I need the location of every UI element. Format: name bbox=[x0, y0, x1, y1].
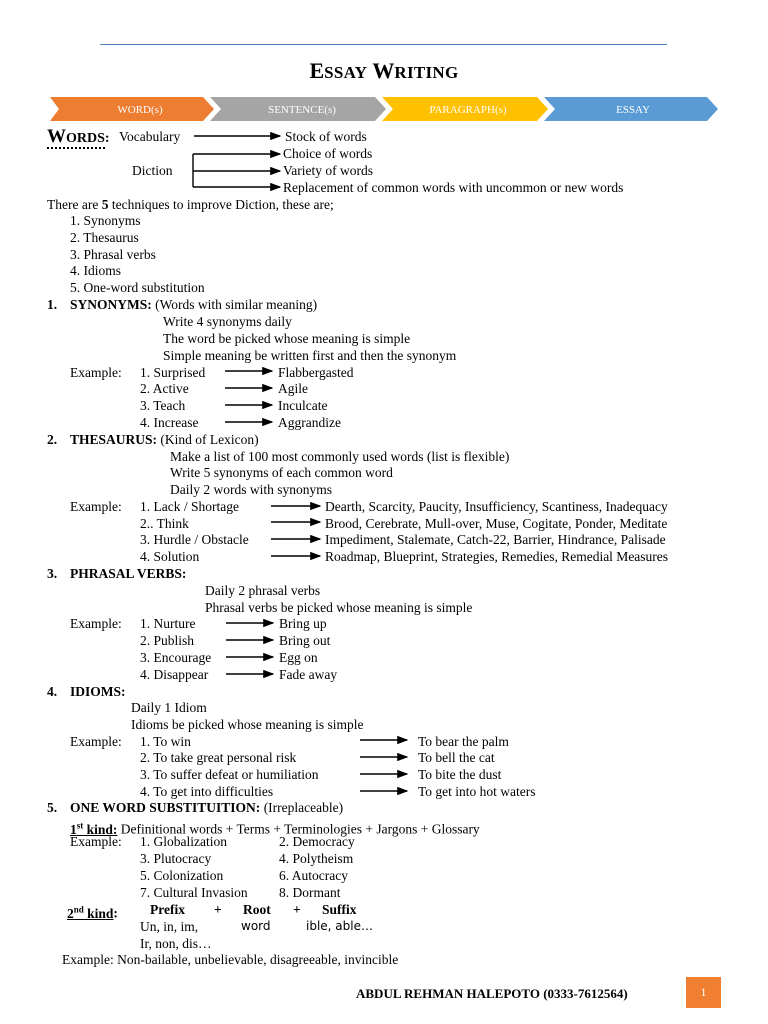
ows-heading: ONE WORD SUBSTITUITION: (Irreplaceable) bbox=[70, 800, 344, 815]
example-word: 2. Publish bbox=[140, 633, 195, 648]
rule-line: The word be picked whose meaning is simple bbox=[163, 331, 411, 346]
vocabulary-label: Vocabulary bbox=[119, 129, 181, 144]
example-word: 3. Encourage bbox=[140, 650, 212, 665]
root-example: word bbox=[241, 919, 271, 933]
rule-line: Idioms be picked whose meaning is simple bbox=[131, 717, 364, 732]
synonym-list: Roadmap, Blueprint, Strategies, Remedies, Remedial Measures bbox=[325, 549, 669, 564]
section-number: 5. bbox=[47, 800, 58, 815]
ows-word: 3. Plutocracy bbox=[140, 851, 212, 866]
prefix-examples: Ir, non, dis… bbox=[140, 936, 212, 951]
rule-line: Daily 1 Idiom bbox=[131, 700, 207, 715]
phrasal-verb: Bring out bbox=[279, 633, 331, 648]
section-number: 1. bbox=[47, 297, 58, 312]
step-label: PARAGRAPH(s) bbox=[429, 104, 507, 116]
ows-word: 1. Globalization bbox=[140, 834, 227, 849]
example-word: 4. Solution bbox=[140, 549, 200, 564]
synonyms-heading: SYNONYMS: (Words with similar meaning) bbox=[70, 297, 318, 312]
example-label: Example: bbox=[70, 734, 122, 749]
example-word: 2. Active bbox=[140, 381, 189, 396]
section-number: 4. bbox=[47, 684, 58, 699]
suffix-label: Suffix bbox=[322, 902, 357, 917]
rule-line: Phrasal verbs be picked whose meaning is simple bbox=[205, 600, 473, 615]
synonym-word: Agile bbox=[278, 381, 308, 396]
synonym-word: Inculcate bbox=[278, 398, 328, 413]
idiom: To bell the cat bbox=[418, 750, 495, 765]
example-word: 4. To get into difficulties bbox=[140, 784, 274, 799]
ows-word: 6. Autocracy bbox=[279, 868, 348, 883]
prefix-label: Prefix bbox=[150, 902, 185, 917]
ows-word: 4. Polytheism bbox=[279, 851, 354, 866]
example-word: 3. To suffer defeat or humiliation bbox=[140, 767, 319, 782]
synonym-word: Flabbergasted bbox=[278, 365, 354, 380]
idiom: To bite the dust bbox=[418, 767, 502, 782]
technique-item: 1. Synonyms bbox=[70, 213, 141, 228]
page-title: ESSAY WRITING bbox=[309, 58, 459, 83]
second-kind-label: 2nd kind: bbox=[67, 904, 118, 921]
phrasal-verb: Fade away bbox=[279, 667, 338, 682]
step-label: ESSAY bbox=[616, 104, 650, 116]
diction-label: Diction bbox=[132, 163, 173, 178]
example-label: Example: bbox=[70, 616, 122, 631]
header-rule bbox=[100, 44, 667, 45]
phrasal-heading: PHRASAL VERBS: bbox=[70, 566, 187, 581]
page-number: 1 bbox=[686, 977, 721, 1008]
step-label: WORD(s) bbox=[117, 104, 163, 116]
intro-text: There are 5 techniques to improve Diction, these are; bbox=[47, 197, 334, 212]
example-word: 3. Teach bbox=[140, 398, 186, 413]
rule-line: Make a list of 100 most commonly used words (list is flexible) bbox=[170, 449, 510, 464]
rule-line: Write 4 synonyms daily bbox=[163, 314, 292, 329]
synonym-list: Dearth, Scarcity, Paucity, Insufficiency, Scantiness, Inadequacy bbox=[325, 499, 668, 514]
example-word: 1. Lack / Shortage bbox=[140, 499, 239, 514]
example-word: 3. Hurdle / Obstacle bbox=[140, 532, 249, 547]
idiom: To bear the palm bbox=[418, 734, 509, 749]
stock-of-words: Stock of words bbox=[285, 129, 367, 144]
rule-line: Simple meaning be written first and then the synonym bbox=[163, 348, 457, 363]
synonym-list: Brood, Cerebrate, Mull-over, Muse, Cogitate, Ponder, Meditate bbox=[325, 516, 668, 531]
footer-author: ABDUL REHMAN HALEPOTO (0333-7612564) bbox=[356, 986, 628, 1001]
section-number: 2. bbox=[47, 432, 58, 447]
prefix-examples: Un, in, im, bbox=[140, 919, 199, 934]
example-label: Example: bbox=[70, 499, 122, 514]
chevron-bar bbox=[50, 97, 718, 126]
idiom: To get into hot waters bbox=[418, 784, 536, 799]
section-number: 3. bbox=[47, 566, 58, 581]
ows-word: 7. Cultural Invasion bbox=[140, 885, 248, 900]
example-word: 1. To win bbox=[140, 734, 191, 749]
synonym-word: Aggrandize bbox=[278, 415, 341, 430]
words-heading: WORDS: bbox=[47, 126, 110, 147]
plus-sign: + bbox=[214, 902, 222, 917]
technique-item: 5. One-word substitution bbox=[70, 280, 205, 295]
thesaurus-heading: THESAURUS: (Kind of Lexicon) bbox=[70, 432, 259, 447]
example-word: 4. Increase bbox=[140, 415, 199, 430]
phrasal-verb: Egg on bbox=[279, 650, 318, 665]
synonym-list: Impediment, Stalemate, Catch-22, Barrier, Hindrance, Palisade bbox=[325, 532, 666, 547]
example-word: 1. Nurture bbox=[140, 616, 196, 631]
first-kind-line: 1st kind: Definitional words + Terms + Terminologies + Jargons + Glossary bbox=[70, 820, 480, 837]
idioms-heading: IDIOMS: bbox=[70, 684, 126, 699]
technique-item: 2. Thesaurus bbox=[70, 230, 139, 245]
example-word: 1. Surprised bbox=[140, 365, 206, 380]
suffix-examples: ible, able… bbox=[306, 919, 373, 933]
rule-line: Write 5 synonyms of each common word bbox=[170, 465, 393, 480]
example-word: 2. To take great personal risk bbox=[140, 750, 297, 765]
choice-of-words: Choice of words bbox=[283, 146, 373, 161]
technique-item: 4. Idioms bbox=[70, 263, 122, 278]
replacement-text: Replacement of common words with uncommon or new words bbox=[283, 180, 624, 195]
example-label: Example: bbox=[70, 834, 122, 849]
example-word: 4. Disappear bbox=[140, 667, 209, 682]
example-label: Example: bbox=[70, 365, 122, 380]
rule-line: Daily 2 phrasal verbs bbox=[205, 583, 321, 598]
final-example: Example: Non-bailable, unbelievable, disagreeable, invincible bbox=[62, 952, 399, 967]
ows-word: 5. Colonization bbox=[140, 868, 224, 883]
step-label: SENTENCE(s) bbox=[268, 104, 336, 116]
example-word: 2.. Think bbox=[140, 516, 189, 531]
plus-sign: + bbox=[293, 902, 301, 917]
technique-item: 3. Phrasal verbs bbox=[70, 247, 156, 262]
rule-line: Daily 2 words with synonyms bbox=[170, 482, 332, 497]
variety-of-words: Variety of words bbox=[283, 163, 373, 178]
ows-word: 2. Democracy bbox=[279, 834, 355, 849]
root-label: Root bbox=[243, 902, 271, 917]
ows-word: 8. Dormant bbox=[279, 885, 341, 900]
phrasal-verb: Bring up bbox=[279, 616, 327, 631]
